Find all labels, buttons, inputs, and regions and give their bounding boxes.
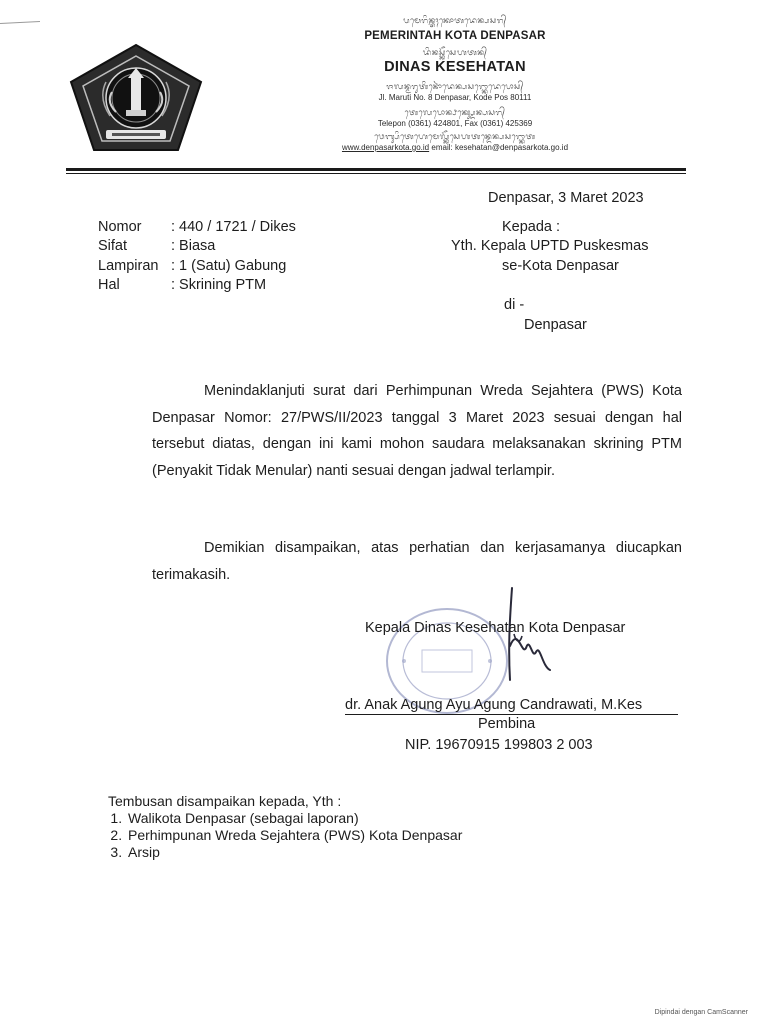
- signatory-name: dr. Anak Agung Ayu Agung Candrawati, M.Kes: [345, 697, 643, 713]
- body-paragraph-2-text: Demikian disampaikan, atas perhatian dan kerjasamanya diucapkan terimakasih.: [152, 540, 682, 583]
- header-department: DINAS KESEHATAN: [384, 59, 526, 75]
- cc-item-2: 2. Perhimpunan Wreda Sejahtera (PWS) Kota Denpasar: [126, 827, 462, 844]
- cc-list: [108, 810, 462, 861]
- meta-label-sifat: Sifat: [98, 238, 128, 254]
- body-paragraph-1: [152, 378, 682, 484]
- header-divider: [66, 168, 686, 171]
- header-divider-thin: [66, 173, 686, 174]
- meta-label-hal: Hal: [98, 277, 120, 293]
- meta-label-nomor: Nomor: [98, 219, 142, 235]
- cc-item-1: 1. Walikota Denpasar (sebagai laporan): [126, 810, 462, 827]
- body-paragraph-2: [152, 535, 682, 588]
- signatory-nip: NIP. 19670915 199803 2 003: [405, 737, 593, 753]
- meta-value-sifat: : Biasa: [171, 238, 216, 254]
- recipient-scope: se-Kota Denpasar: [502, 258, 619, 274]
- cc-heading: Tembusan disampaikan kepada, Yth :: [108, 793, 342, 809]
- meta-value-hal: : Skrining PTM: [171, 277, 267, 293]
- signatory-title: Kepala Dinas Kesehatan Kota Denpasar: [365, 620, 626, 636]
- place-date: Denpasar, 3 Maret 2023: [488, 190, 644, 206]
- header-government: PEMERINTAH KOTA DENPASAR: [364, 30, 546, 42]
- meta-value-lampiran: : 1 (Satu) Gabung: [171, 258, 287, 274]
- scanner-watermark: Dipindai dengan CamScanner: [654, 1009, 748, 1016]
- header-balinese-web: ᬯᬾᬩ᭄ᬲᬶᬢᬾᬳᬾᬫᬾᬮ᭄ᬓᭂᬲᬾᬳᬢᬦ᭄ᬤᬾᬦ᭄ᬧᬲᬭ᭄ᬓᭀᬢ: [374, 132, 536, 141]
- header-balinese-phone: ᬢᬾᬮᬾᬧᭀᬦ᭄ᬨᬓ᭄ᬲ᭄ᬤᬾᬦ᭄ᬧᬲᬭ᭄: [404, 108, 506, 117]
- website-link[interactable]: www.denpasarkota.go.id: [341, 143, 430, 152]
- meta-value-nomor: : 440 / 1721 / Dikes: [171, 219, 296, 235]
- header-balinese-department: ᬤᬶᬦᬲ᭄ᬓᭂᬲᬾᬳᬢᬦ᭄: [422, 48, 488, 57]
- email-text: email: kesehatan@denpasarkota.go.id: [431, 143, 569, 152]
- recipient-di: di -: [504, 297, 525, 313]
- city-emblem-logo: [68, 42, 204, 154]
- recipient-title: Yth. Kepala UPTD Puskesmas: [451, 238, 649, 254]
- body-paragraph-1-text: Menindaklanjuti surat dari Perhimpunan Wreda Sejahtera (PWS) Kota Denpasar Nomor: 27/PWS/II/2023 tanggal 3 Maret 2023 sesuai dengan hal tersebut diatas, dengan ini kami mohon saudara melaksanakan skrining PTM (Penyakit Tidak Menular) nanti sesuai dengan jadwal terlampir.: [152, 383, 682, 479]
- recipient-city: Denpasar: [524, 317, 587, 333]
- cc-block: [108, 793, 462, 861]
- signatory-rank: Pembina: [478, 716, 536, 732]
- recipient-kepada: Kepada :: [502, 219, 561, 235]
- header-address: Jl. Maruti No. 8 Denpasar, Kode Pos 80111: [378, 93, 532, 102]
- signatory-underline: [345, 714, 678, 715]
- header-phone: Telepon (0361) 424801, Fax (0361) 425369: [377, 119, 533, 128]
- header-balinese-address: ᬚᬮᬦ᭄ᬫᬭᬸᬢᬶᬦᭀᬃᬤᬾᬦ᭄ᬧᬲᬭ᭄ᬓᭀᬤᬾᬧᭀᬲ᭄: [386, 82, 524, 91]
- header-contact: [270, 143, 640, 152]
- header-balinese-title: ᬧᬫᬾᬭᬶᬦ᭄ᬢᬄᬓᭀᬢᬤᬾᬦ᭄ᬧᬲᬭ᭄: [403, 16, 507, 25]
- meta-label-lampiran: Lampiran: [98, 258, 159, 274]
- cc-item-3: 3. Arsip: [126, 844, 462, 861]
